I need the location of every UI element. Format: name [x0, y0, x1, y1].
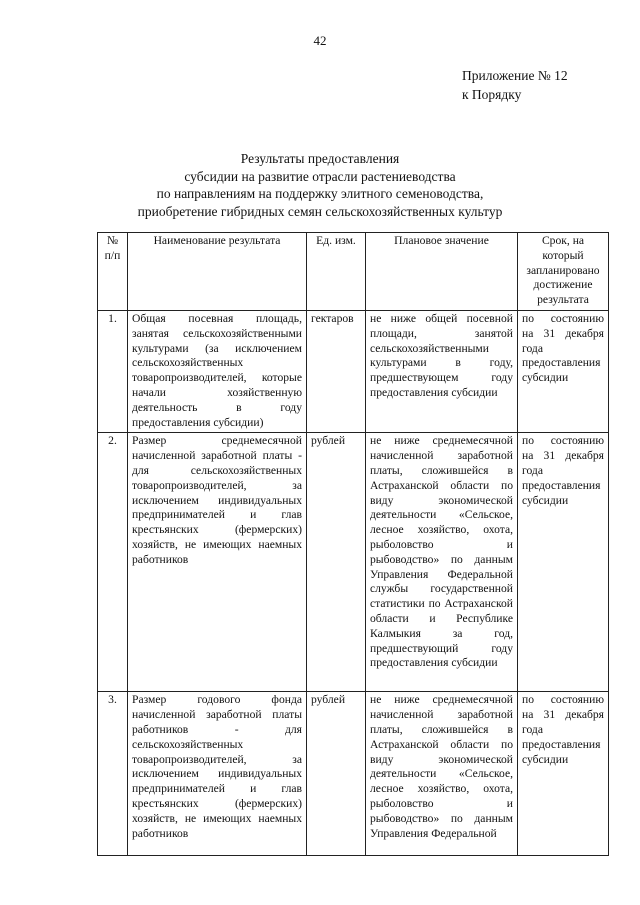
deadline-cell: по состоянию на 31 декабря года предоставления субсидии	[518, 692, 609, 856]
planned-value: не ниже среднемесячной начисленной заработной платы, сложившейся в Астраханской области по виду экономической деятельности «Сельское, лесное хозяйство, охота, рыболовство и рыбоводство» по данным Управления Федеральной	[366, 692, 518, 856]
result-name: Размер годового фонда начисленной заработной платы работников - для сельскохозяйственных товаропроизводителей, за исключением индивидуальных предпринимателей и глав крестьянских (фермерских) хозяйств, не имеющих наемных работников	[128, 692, 307, 856]
planned-value: не ниже общей посевной площади, занятой сельскохозяйственными культурами в году, предшествующем году предоставления субсидии	[366, 310, 518, 432]
row-number: 3.	[98, 692, 128, 856]
table-row	[98, 433, 609, 692]
title-line: субсидии на развитие отрасли растениеводства	[184, 168, 456, 184]
row-number: 2.	[98, 433, 128, 692]
appendix-line: к Порядку	[462, 87, 522, 102]
header-unit: Ед. изм.	[307, 233, 366, 311]
table-header-row	[98, 233, 609, 311]
row-number: 1.	[98, 310, 128, 432]
header-name: Наименование результата	[128, 233, 307, 311]
deadline-cell: по состоянию на 31 декабря года предоставления субсидии	[518, 433, 609, 692]
appendix-reference	[462, 66, 568, 104]
table-row	[98, 692, 609, 856]
title-line: приобретение гибридных семян сельскохозяйственных культур	[137, 203, 503, 219]
title-line: по направлениям на поддержку элитного семеноводства,	[156, 186, 484, 201]
deadline-cell: по состоянию на 31 декабря года предоставления субсидии	[518, 310, 609, 432]
page-number: 42	[313, 33, 327, 48]
results-table	[97, 232, 609, 856]
unit-cell: рублей	[307, 692, 366, 856]
header-plan: Плановое значение	[366, 233, 518, 311]
unit-cell: рублей	[307, 433, 366, 692]
planned-value: не ниже среднемесячной начисленной заработной платы, сложившейся в Астраханской области по виду экономической деятельности «Сельское, лесное хозяйство, охота, рыболовство и рыбоводство» по данным Управления Федеральной службы государственной статистики по Астраханской области и Республике Калмыкия за год, предшествующий году предоставления субсидии	[366, 433, 518, 692]
header-term: Срок, на который запланировано достижение результата	[518, 233, 609, 311]
appendix-line: Приложение № 12	[462, 68, 568, 83]
document-title	[0, 150, 640, 220]
result-name: Общая посевная площадь, занятая сельскохозяйственными культурами (за исключением сельскохозяйственных товаропроизводителей, которые начали хозяйственную деятельность в году предоставления субсидии)	[128, 310, 307, 432]
unit-cell: гектаров	[307, 310, 366, 432]
header-num: № п/п	[98, 233, 128, 311]
result-name: Размер среднемесячной начисленной заработной платы - для сельскохозяйственных товаропроизводителей, за исключением индивидуальных предпринимателей и глав крестьянских (фермерских) хозяйств, не имеющих наемных работников	[128, 433, 307, 692]
table-row	[98, 310, 609, 432]
title-line: Результаты предоставления	[240, 151, 400, 166]
